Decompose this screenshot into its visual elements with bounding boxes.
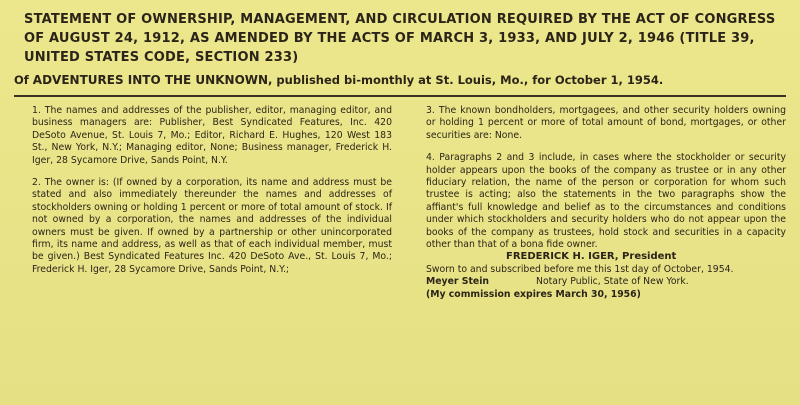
paragraph-3: 3. The known bondholders, mortgagees, and other security holders owning or holding 1 percent or more of total amount of bond, mortgages, or other securities are: None. bbox=[426, 105, 786, 141]
paragraph-4: 4. Paragraphs 2 and 3 include, in cases where the stockholder or security holder appears upon the books of the company as trustee or in any other fiduciary relation, the name of the person or corporation for whom such trustee is acting; also the statements in the two paragraphs show the affiant's full knowledge and belief as to the circumstances and conditions under which stockholders and security holders who do not appear upon the books of the company as trustees, hold stock and securities in a capacity other than that of a bona fide owner. bbox=[426, 152, 786, 251]
pub-line-prefix: Of bbox=[14, 73, 33, 87]
pub-line-suffix: , published bi-monthly at St. Louis, Mo., for October 1, 1954. bbox=[268, 73, 664, 87]
sworn-statement: Sworn to and subscribed before me this 1st day of October, 1954. bbox=[426, 263, 734, 275]
commission-expiry: (My commission expires March 30, 1956) bbox=[426, 288, 641, 300]
divider-rule bbox=[14, 95, 786, 97]
statement-columns bbox=[14, 105, 786, 301]
publication-line bbox=[14, 71, 786, 89]
notary-title: Notary Public, State of New York. bbox=[536, 276, 689, 288]
paragraph-1: 1. The names and addresses of the publisher, editor, managing editor, and business managers are: Publisher, Best Syndicated Features, Inc. 420 DeSoto Avenue, St. Louis 7, Mo.; Editor, Richard E. Hughes, 120 West 183 St., New York, N.Y.; Managing editor, None; Business manager, Frederick H. Iger, 28 Sycamore Drive, Sands Point, N.Y. bbox=[32, 105, 392, 166]
statement-heading: STATEMENT OF OWNERSHIP, MANAGEMENT, AND CIRCULATION REQUIRED BY THE ACT OF CONGRESS OF AUGUST 24, 1912, AS AMENDED BY THE ACTS OF MARCH 3, 1933, AND JULY 2, 1946 (TITLE 39, UNITED STATES CODE, SECTION 233) bbox=[24, 12, 776, 65]
notary-line bbox=[426, 276, 786, 288]
notary-name: Meyer Stein bbox=[426, 276, 489, 288]
paragraph-2: 2. The owner is: (If owned by a corporation, its name and address must be stated and also immediately thereunder the names and addresses of stockholders owning or holding 1 percent or more of total amount of stock. If not owned by a corporation, the names and addresses of the individual owners must be given. If owned by a partnership or other unincorporated firm, its name and address, as well as that of each individual member, must be given.) Best Syndicated Features Inc. 420 DeSoto Ave., St. Louis 7, Mo.; Frederick H. Iger, 28 Sycamore Drive, Sands Point, N.Y.; bbox=[32, 177, 392, 275]
left-column bbox=[14, 105, 392, 301]
publication-title: ADVENTURES INTO THE UNKNOWN bbox=[32, 73, 269, 87]
signer-name: FREDERICK H. IGER, President bbox=[506, 251, 677, 263]
right-column bbox=[426, 105, 786, 301]
